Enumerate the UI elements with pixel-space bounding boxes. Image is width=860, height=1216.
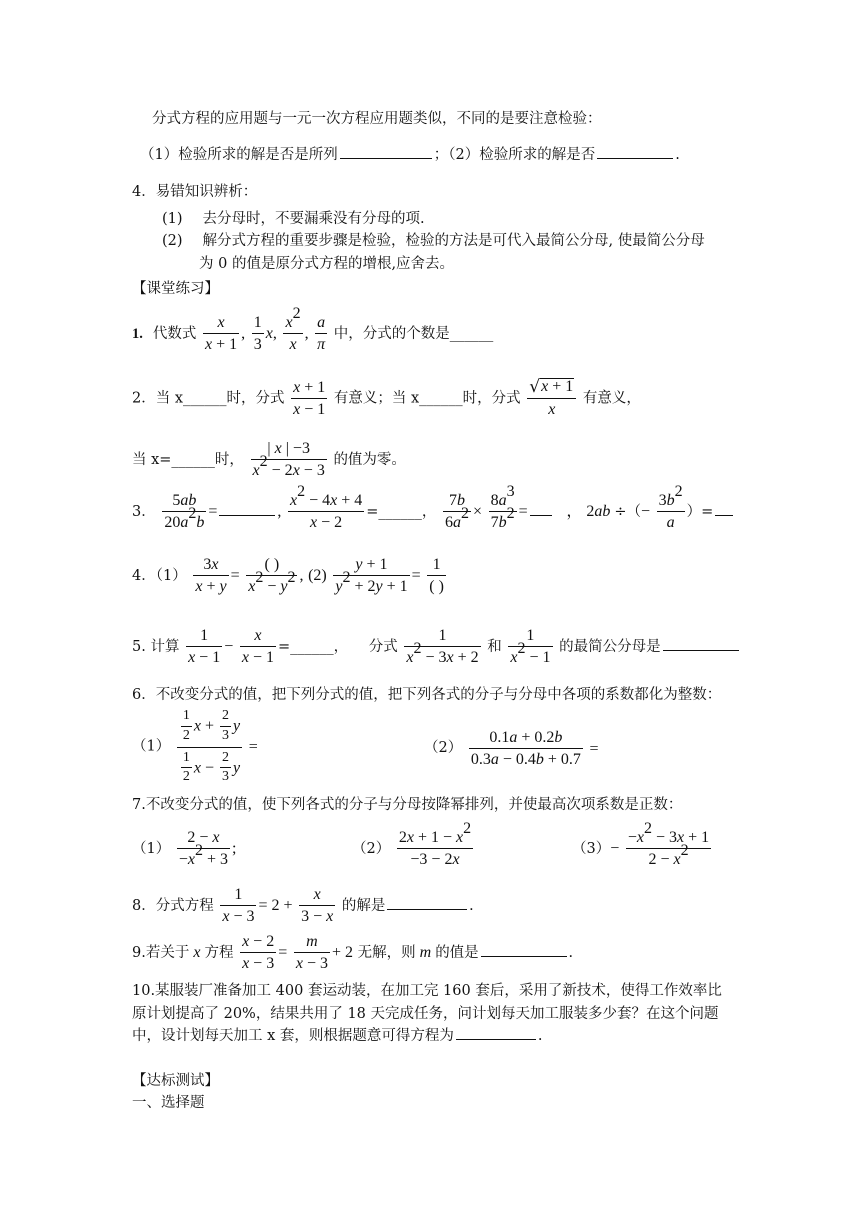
fraction: ( ) $x^2 - y^2$ (248, 556, 296, 596)
section-4-item-2-cont: 为 0 的值是原分式方程的增根,应舍去。 (199, 256, 455, 272)
question-10-line-2: 原计划提高了 20%，结果共用了 18 天完成任务，问计划每天加工服装多少套？在这个问题 (132, 1006, 719, 1022)
question-7-part-3: （3）− $\frac{-x^2 - 3x + 1}{2 - x^2}$ (572, 820, 710, 869)
fraction: $\frac{1}{x - 3}$ (222, 886, 255, 926)
test-subheading: 一、选择题 (132, 1095, 205, 1111)
question-6-part-1: （1） $\frac{1}{2}$ x + $\frac{2}{3}$ y $\frac{1}{2}$ x − $\frac{2}{3}$ y = (132, 708, 258, 785)
practice-heading: 【课堂练习】 (132, 281, 219, 297)
answer-blank (663, 649, 739, 651)
intro-line-2: （1）检验所求的解是否是所列 ；（2）检验所求的解是否 . (140, 147, 680, 163)
fraction: $\frac{1}{x^2 - 1}$ (510, 627, 551, 667)
question-5: 5. 计算 $\frac{1}{x - 1}$ − $\frac{x}{x - 1}$ =______， 分式 $\frac{1}{x^2 - 3x + 2}$ 和 $\frac{1}{x^2 - 1}$ 的最简公分母是 (132, 626, 741, 668)
question-4: 4．（1） $\frac{3x}{x + y}$ = ( ) $x^2 - y^2$ , (2) $\frac{y + 1}{y^2 + 2y + 1}$ = 1 ( ) (132, 556, 444, 596)
fraction: $\frac{x}{x + 1}$ (204, 314, 238, 354)
fraction: $\frac{2 - x}{-x^2 + 3}$ (178, 829, 229, 869)
answer-blank (715, 514, 733, 516)
compound-fraction: $\frac{1}{2}$ x + $\frac{2}{3}$ y $\frac{1}{2}$ x − $\frac{2}{3}$ y (177, 708, 242, 786)
fraction: $\frac{-x^2 - 3x + 1}{2 - x^2}$ (627, 820, 710, 869)
question-2: 2．当 x______时，分式 $\frac{x + 1}{x - 1}$ 有意义；当 x______时，分式 $\frac{√x + 1}{x}$ 有意义， (132, 377, 641, 419)
section-4-item-1: (1) 去分母时，不要漏乘没有分母的项. (162, 211, 425, 227)
fraction: $\frac{x - 2}{x - 3}$ (242, 933, 275, 973)
answer-blank (530, 514, 552, 516)
fraction: $\frac{m}{x - 3}$ (295, 933, 328, 973)
question-1: 1. 代数式 $\frac{x}{x + 1}$ , $\frac{1}{3}$ x, $\frac{x^2}{x}$ , $\frac{a}{\pi}$ 中，分式的个数是______ (132, 305, 494, 354)
section-4-item-2: (2) 解分式方程的重要步骤是检验，检验的方法是可代入最简公分母, 使最简公分母 (162, 233, 705, 249)
fraction: $\frac{a}{\pi}$ (317, 314, 326, 354)
fraction: $\frac{0.1a + 0.2b}{0.3a - 0.4b + 0.7}$ (470, 729, 581, 769)
fraction: $\frac{1}{x - 1}$ (188, 627, 221, 667)
fraction: $\frac{x^2}{x}$ (285, 305, 301, 354)
fraction: $\frac{2x + 1 - x^2}{-3 - 2x}$ (398, 820, 472, 869)
question-10-line-3: 中，设计划每天加工 x 套，则根据题意可得方程为 . (132, 1028, 543, 1044)
question-3: 3． $\frac{5ab}{20a^2b}$ = , $\frac{x^2 - 4x + 4}{x - 2}$ =______， $\frac{7b}{6a^2}$ × $\frac{8a^3}{7b^2}$ = ， 2ab ÷（− $\frac{3b^2}{a}$ ）= (132, 491, 735, 533)
answer-blank (597, 157, 673, 159)
question-10-line-1: 10.某服装厂准备加工 400 套运动装，在加工完 160 套后，采用了新技术，使得工作效率比 (132, 983, 722, 999)
fraction: $\frac{8a^3}{7b^2}$ (490, 483, 515, 532)
question-7-part-1: （1） $\frac{2 - x}{-x^2 + 3}$ ; (132, 829, 237, 869)
question-6: 6．不改变分式的值，把下列分式的值，把下列各式的分子与分母中各项的系数都化为整数： (132, 687, 722, 703)
fraction: $\frac{3x}{x + y}$ (195, 556, 227, 596)
fraction: $\frac{3b^2}{a}$ (658, 483, 683, 532)
fraction: $\frac{| x | -3}{x^2 - 2x - 3}$ (252, 440, 325, 480)
question-9: 9.若关于 x 方程 $\frac{x - 2}{x - 3}$ = $\frac{m}{x - 3}$ + 2 无解，则 m 的值是 . (132, 933, 573, 973)
fraction: $\frac{1}{x^2 - 3x + 2}$ (406, 627, 479, 667)
fraction: $\frac{√x + 1}{x}$ (527, 377, 576, 420)
test-heading: 【达标测试】 (132, 1073, 219, 1089)
question-2-line-2: 当 x=______时， $\frac{| x | -3}{x^2 - 2x - 3}$ 的值为零。 (132, 440, 406, 480)
answer-blank (456, 1038, 536, 1040)
question-7-part-2: （2） $\frac{2x + 1 - x^2}{-3 - 2x}$ (352, 820, 472, 869)
question-6-part-2: （2） $\frac{0.1a + 0.2b}{0.3a - 0.4b + 0.7}$ = (424, 729, 599, 769)
fraction: $\frac{x + 1}{x - 1}$ (293, 378, 326, 418)
answer-blank (481, 955, 567, 957)
question-7: 7.不改变分式的值，使下列各式的分子与分母按降幂排列，并使最高次项系数是正数： (132, 797, 683, 813)
answer-blank (340, 157, 432, 159)
question-8: 8．分式方程 $\frac{1}{x - 3}$ = 2 + $\frac{x}{3 - x}$ 的解是 . (132, 886, 474, 926)
fraction: $\frac{x}{3 - x}$ (301, 886, 334, 926)
fraction: $\frac{y + 1}{y^2 + 2y + 1}$ (335, 556, 408, 596)
answer-blank (219, 514, 275, 516)
fraction: $\frac{1}{3}$ (253, 314, 262, 354)
answer-blank (387, 908, 467, 910)
fraction: 1 ( ) (429, 556, 444, 596)
fraction: $\frac{x^2 - 4x + 4}{x - 2}$ (289, 483, 363, 532)
fraction: $\frac{x}{x - 1}$ (241, 627, 274, 667)
section-4-title: 4．易错知识辨析： (132, 184, 258, 200)
fraction: $\frac{7b}{6a^2}$ (445, 492, 470, 532)
intro-line-1: 分式方程的应用题与一元一次方程应用题类似，不同的是要注意检验： (152, 111, 602, 127)
fraction: $\frac{5ab}{20a^2b}$ (164, 492, 205, 532)
